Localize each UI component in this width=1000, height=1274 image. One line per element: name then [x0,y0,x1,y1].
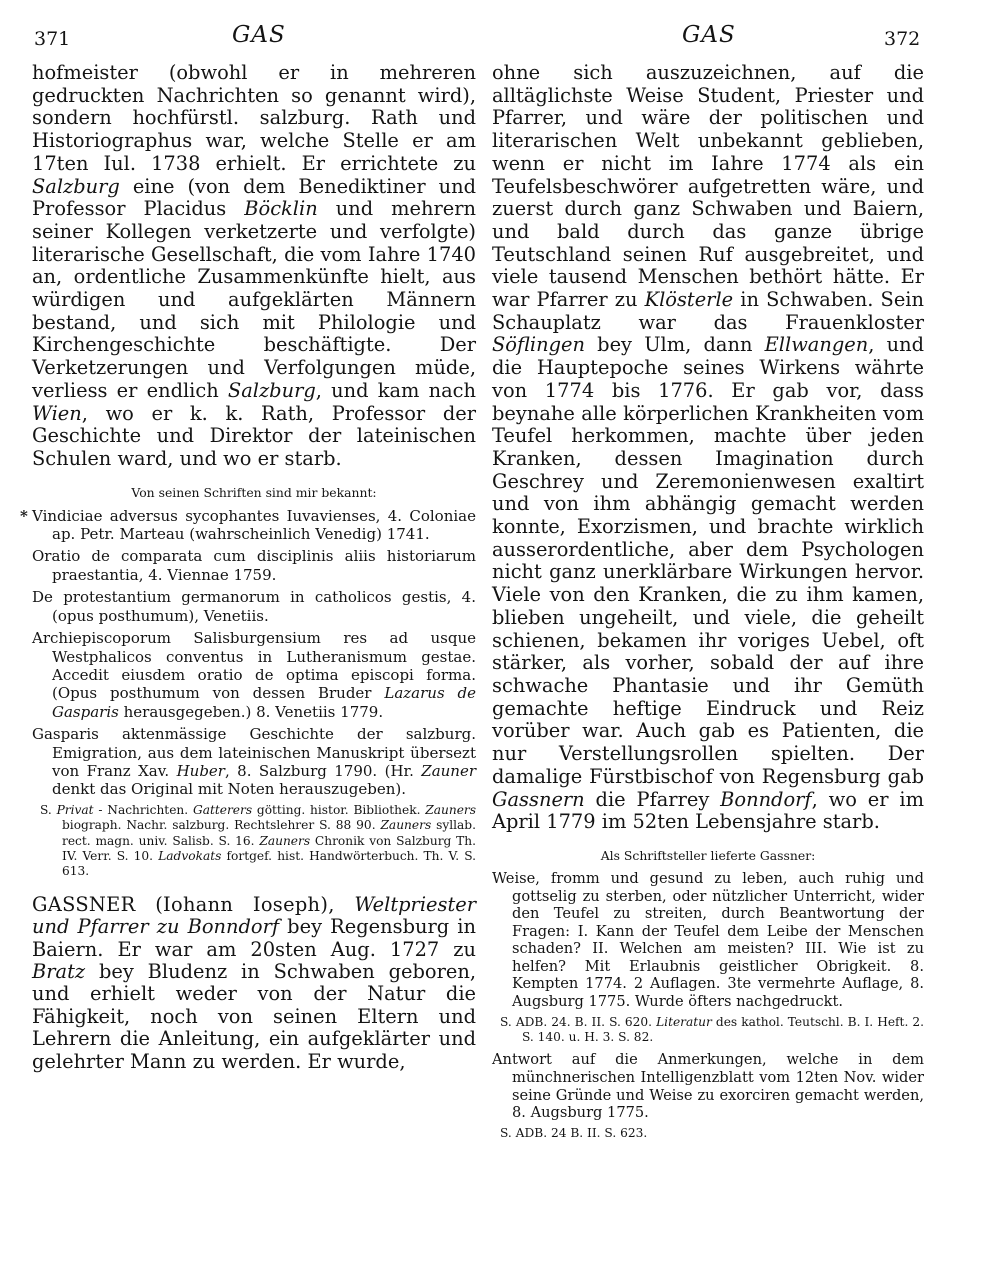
bibliography-entry: * Vindiciae adversus sycophantes Iuvavienses, 4. Coloniae ap. Petr. Marteau (wahrscheinlich Venedig) 1741. [20,506,476,544]
source-reference: S. ADB. 24. B. II. S. 620. Literatur des kathol. Teutschl. B. I. Heft. 2. S. 140. u. H. 3. S. 82. [500,1014,924,1045]
source-reference: S. Privat - Nachrichten. Gatterers götting. histor. Bibliothek. Zauners biograph. Nachr. salzburg. Rechtslehrer S. 88 90. Zauners syllab. rect. magn. univ. Salisb. S. 16. Zauners Chronik von Salzburg Th. IV. Verr. S. 10. Ladvokats fortgef. hist. Handwörterbuch. Th. V. S. 613. [40,802,477,879]
writings-heading-left: Von seinen Schriften sind mir bekannt: [131,484,377,500]
gaspari-biography-paragraph: hofmeister (obwohl er in mehreren gedruckten Nachrichten so genannt wird), sondern hochfürstl. salzburg. Rath und Historiographus war, welche Stelle er am 17ten Iul. 1738 erhielt. Er errichtete zu Salzburg eine (von dem Benediktiner und Professor Placidus Böcklin und mehrern seiner Kollegen verketzerte und verfolgte) literarische Gesellschaft, die vom Iahre 1740 an, ordentliche Zusammenkünfte hielt, aus würdigen und aufgeklärten Männern bestand, und sich mit Philologie und Kirchengeschichte beschäftigte. Der Verketzerungen und Verfolgungen müde, verliess er endlich Salzburg, und kam nach Wien, wo er k. k. Rath, Professor der Geschichte und Direktor der lateinischen Schulen ward, und wo er starb. [32,61,476,470]
running-head-right: GAS [682,22,736,48]
bibliography-entry: De protestantium germanorum in catholicos gestis, 4. (opus posthumum), Venetiis. [32,588,476,625]
bibliography-entry: Oratio de comparata cum disciplinis aliis historiarum praestantia, 4. Viennae 1759. [32,547,476,584]
gassner-entry-start: GASSNER (Iohann Ioseph), Weltpriester und Pfarrer zu Bonndorf bey Regensburg in Baiern. Er war am 20sten Aug. 1727 zu Bratz bey Bludenz in Schwaben geboren, und erhielt weder von der Natur die Fähigkeit, noch von seinen Eltern und Lehrern die Anleitung, ein aufgeklärter und gelehrter Mann zu werden. Er wurde, [32,892,476,1073]
page-number-left: 371 [34,28,71,50]
left-column [20,61,477,1073]
bibliography-entry: Gasparis aktenmässige Geschichte der salzburg. Emigration, aus dem lateinischen Manuskript übersezt von Franz Xav. Huber, 8. Salzburg 1790. (Hr. Zauner denkt das Original mit Noten herauszugeben). [32,725,476,799]
writings-heading-right: Als Schriftsteller lieferte Gassner: [600,847,816,863]
page-number-right: 372 [884,28,921,50]
bibliography-entry: Weise, fromm und gesund zu leben, auch ruhig und gottselig zu sterben, oder nützlicher Unterricht, wider den Teufel zu streiten, durch Beantwortung der Fragen: I. Kann der Teufel dem Leibe der Menschen schaden? II. Welchen am meisten? III. Wie ist zu helfen? Mit Erlaubnis geistlicher Obrigkeit. 8. Kempten 1774. 2 Auflagen. 3te vermehrte Auflage, 8. Augsburg 1775. Wurde öfters nachgedruckt. [492,869,924,1011]
running-head-left: GAS [232,22,286,48]
bibliography-entry: Antwort auf die Anmerkungen, welche in dem münchnerischen Intelligenzblatt vom 12ten Nov. wider seine Gründe und Weise zu exorciren gemacht werden, 8. Augsburg 1775. [492,1051,924,1122]
right-column [492,62,924,1147]
entry-headword: GASSNER (Iohann Ioseph), [32,892,355,916]
bibliography-entry: Archiepiscoporum Salisburgensium res ad usque Westphalicos conventus in Lutheranismum gestae. Accedit eiusdem oratio de optima episcopi forma. (Opus posthumum von dessen Bruder Lazarus de Gasparis herausgegeben.) 8. Venetiis 1779. [32,629,476,721]
source-reference: S. ADB. 24 B. II. S. 623. [500,1125,648,1140]
gassner-biography-paragraph: ohne sich auszuzeichnen, auf die alltäglichste Weise Student, Priester und Pfarrer, und wäre der politischen und literarischen Welt unbekannt geblieben, wenn er nicht im Iahre 1774 als ein Teufelsbeschwörer aufgetretten wäre, und zuerst durch ganz Schwaben und Baiern, und bald durch das ganze übrige Teutschland seinen Ruf ausgebreitet, und viele tausend Menschen bethört hätte. Er war Pfarrer zu Klösterle in Schwaben. Sein Schauplatz war das Frauenkloster Söflingen bey Ulm, dann Ellwangen, und die Hauptepoche seines Wirkens währte von 1774 bis 1776. Er gab vor, dass beynahe alle körperlichen Krankheiten vom Teufel herkommen, machte über jeden Kranken, dessen Imagination durch Geschrey und Zeremonienwesen exaltirt und von ihm abhängig gemacht werden konnte, Exorzismen, und brachte wirklich ausserordentliche, aber dem Psychologen nicht ganz unerklärbare Wirkungen hervor. Viele von den Kranken, die zu ihm kamen, blieben ungeheilt, und viele, die geheilt schienen, bekamen ihr voriges Uebel, oft stärker, als vorher, sobald der auf ihre schwache Phantasie und ihr Gemüth gemachte heftige Eindruck und Reiz vorüber war. Auch gab es Patienten, die nur Verstellungsrollen spielten. Der damalige Fürstbischof von Regensburg gab Gassnern die Pfarrey Bonndorf, wo er im April 1779 im 52ten Lebensjahre starb. [492,61,925,834]
